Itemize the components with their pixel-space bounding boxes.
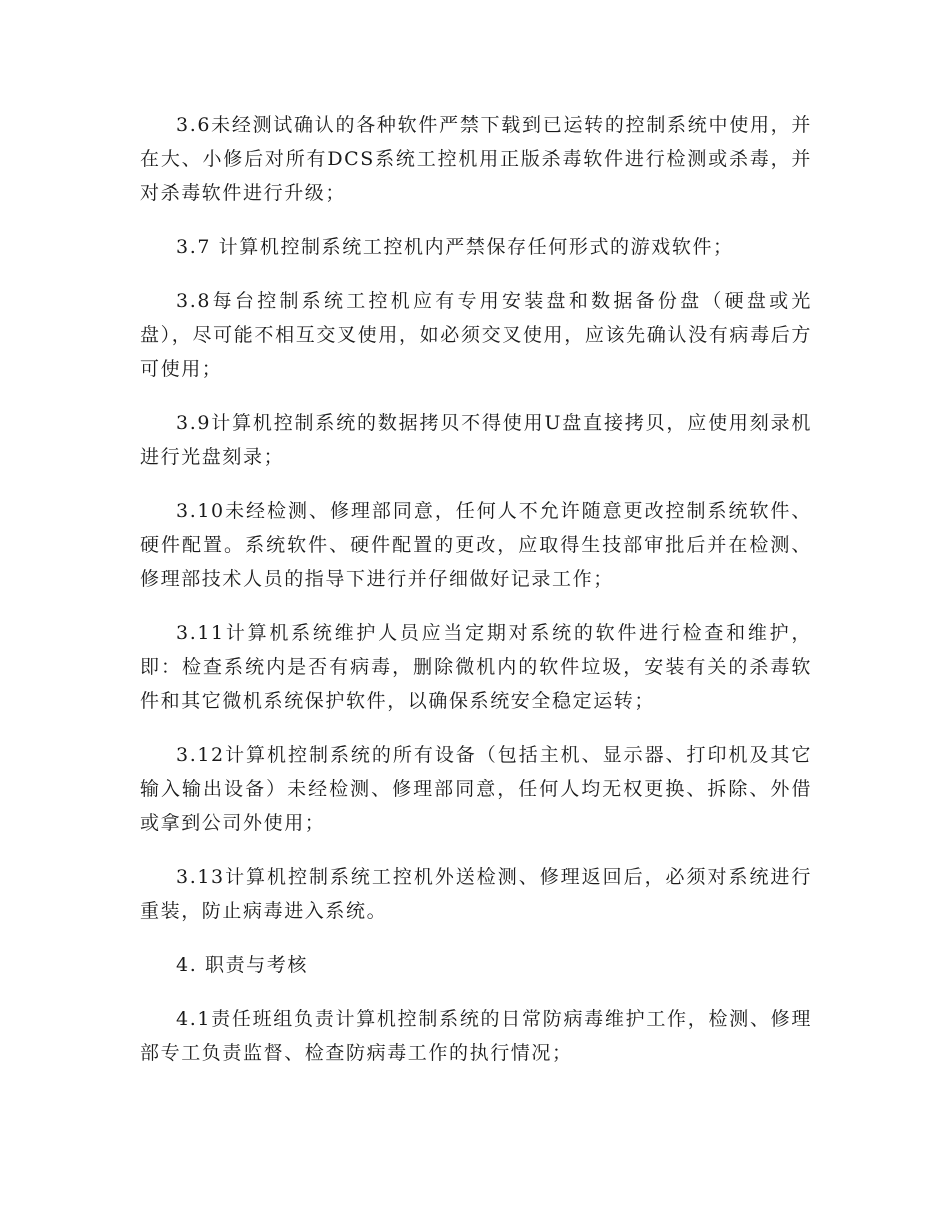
section-heading-4: 4. 职责与考核 <box>176 954 308 976</box>
paragraph-3-9: 3.9计算机控制系统的数据拷贝不得使用U盘直接拷贝，应使用刻录机进行光盘刻录； <box>140 412 812 468</box>
paragraph-3-11: 3.11计算机系统维护人员应当定期对系统的软件进行检查和维护，即：检查系统内是否有病毒，删除微机内的软件垃圾，安装有关的杀毒软件和其它微机系统保护软件，以确保系统安全稳定运转； <box>140 622 812 712</box>
paragraph-3-12: 3.12计算机控制系统的所有设备（包括主机、显示器、打印机及其它输入输出设备）未经检测、修理部同意，任何人均无权更换、拆除、外借或拿到公司外使用； <box>140 744 812 834</box>
paragraph-3-6: 3.6未经测试确认的各种软件严禁下载到已运转的控制系统中使用，并在大、小修后对所有DCS系统工控机用正版杀毒软件进行检测或杀毒，并对杀毒软件进行升级； <box>140 114 812 204</box>
paragraph-3-10: 3.10未经检测、修理部同意，任何人不允许随意更改控制系统软件、硬件配置。系统软件、硬件配置的更改，应取得生技部审批后并在检测、修理部技术人员的指导下进行并仔细做好记录工作； <box>140 500 812 590</box>
paragraph-3-8: 3.8每台控制系统工控机应有专用安装盘和数据备份盘（硬盘或光盘），尽可能不相互交叉使用，如必须交叉使用，应该先确认没有病毒后方可使用； <box>140 290 812 380</box>
paragraph-4-1: 4.1责任班组负责计算机控制系统的日常防病毒维护工作，检测、修理部专工负责监督、检查防病毒工作的执行情况； <box>140 1008 812 1064</box>
document-page <box>140 108 812 1070</box>
paragraph-3-13: 3.13计算机控制系统工控机外送检测、修理返回后，必须对系统进行重装，防止病毒进入系统。 <box>140 866 812 922</box>
paragraph-3-7: 3.7 计算机控制系统工控机内严禁保存任何形式的游戏软件； <box>176 236 734 258</box>
